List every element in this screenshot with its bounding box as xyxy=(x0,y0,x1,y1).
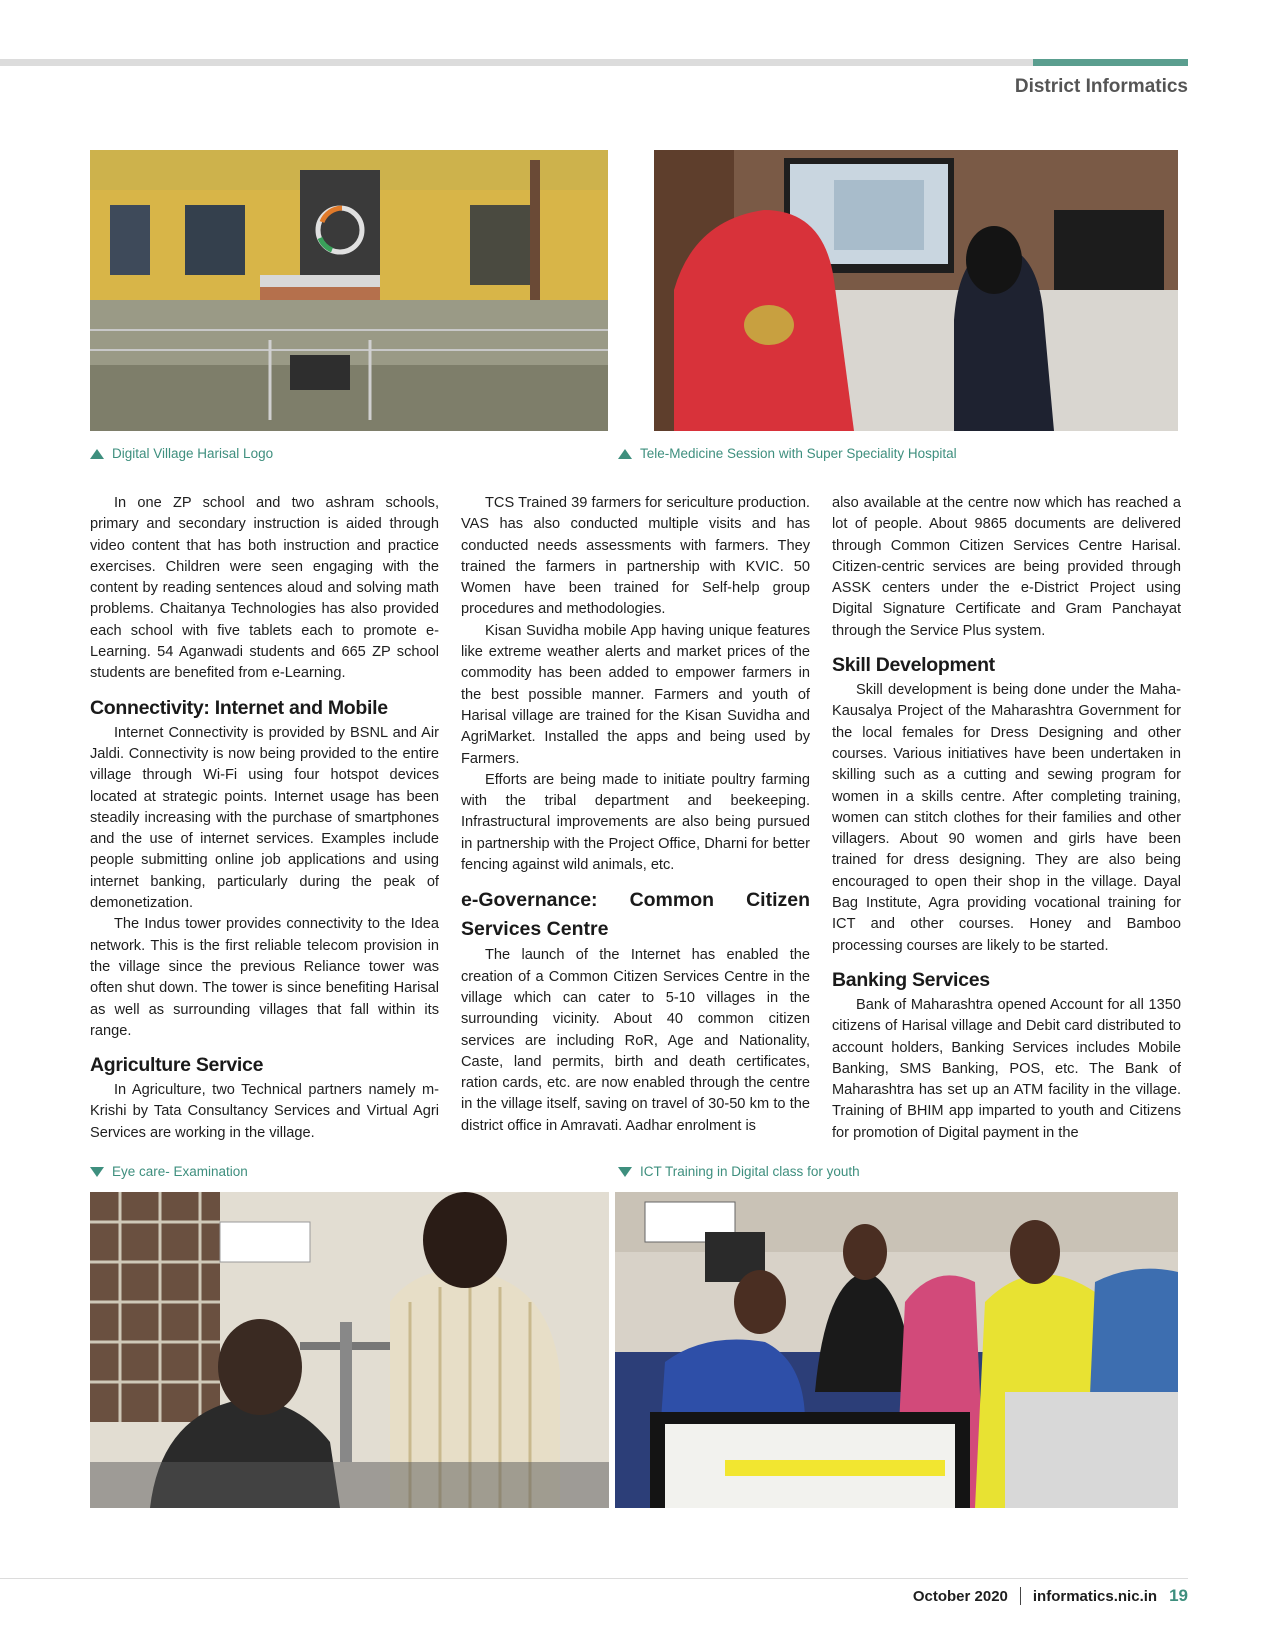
paragraph: The launch of the Internet has enabled the creation of a Common Citizen Services Centre in the village which can cater to 5-10 villages in the surrounding vicinity. About 40 common citizen services are including RoR, Age and Nationality, Caste, land permits, birth and death certificates, ration cards, etc. are now enabled through the centre in the village itself, saving on travel of 30-50 km to the district office in Amravati. Aadhar enrolment is xyxy=(461,947,810,1134)
caption-text: ICT Training in Digital class for youth xyxy=(640,1164,860,1179)
heading-banking-services: Banking Services xyxy=(832,968,990,991)
triangle-down-icon xyxy=(618,1167,632,1177)
section-title: District Informatics xyxy=(1014,76,1188,97)
caption-text: Digital Village Harisal Logo xyxy=(112,446,274,461)
article-column-2 xyxy=(461,493,810,1143)
paragraph: Efforts are being made to initiate poultry farming with the tribal department and beekeeping. Infrastructural improvements are also being pursued in partnership with the Project Office, Dharni for better fencing against wild animals, etc. xyxy=(461,771,810,874)
footer-date: October 2020 xyxy=(912,1587,1008,1605)
caption-tele-medicine xyxy=(618,446,957,461)
footer-separator xyxy=(1020,1587,1021,1605)
triangle-up-icon xyxy=(618,449,632,459)
paragraph: In Agriculture, two Technical partners namely m-Krishi by Tata Consultancy Services and Virtual Agri Services are working in the village. xyxy=(90,1082,439,1141)
page-number: 19 xyxy=(1169,1586,1188,1605)
heading-e-governance: e-Governance: Common Citizen Services Centre xyxy=(461,889,810,941)
caption-text: Tele-Medicine Session with Super Speciality Hospital xyxy=(640,446,957,461)
triangle-up-icon xyxy=(90,449,104,459)
photo-ict-training xyxy=(615,1192,1178,1508)
caption-ict-training xyxy=(618,1164,860,1179)
caption-eye-care xyxy=(90,1164,248,1179)
footer-rule xyxy=(0,1578,1188,1579)
photo-tele-medicine xyxy=(654,150,1178,431)
header-accent-bar xyxy=(1033,59,1188,66)
footer-site: informatics.nic.in xyxy=(1032,1587,1158,1605)
paragraph: TCS Trained 39 farmers for sericulture production. VAS has also conducted multiple visits and has conducted needs assessments with farmers. They trained the farmers in partnership with KVIC. 50 Women have been trained for Self-help group procedures and methodologies. xyxy=(461,495,810,618)
photo-eye-care xyxy=(90,1192,609,1508)
paragraph: Bank of Maharashtra opened Account for all 1350 citizens of Harisal village and Debit card distributed to account holders, Banking Services includes Mobile Banking, SMS Banking, POS, etc. The Bank of Maharashtra has set up an ATM facility in the village. Training of BHIM app imparted to youth and Citizens for promotion of Digital payment in the xyxy=(832,996,1181,1141)
caption-digital-village-logo xyxy=(90,446,273,461)
photo-digital-village-logo xyxy=(90,150,608,431)
paragraph: Internet Connectivity is provided by BSNL and Air Jaldi. Connectivity is now being provided to the entire village through Wi-Fi using four hotspot devices located at strategic points. Internet usage has been steadily increasing with the purchase of smartphones and the use of internet services. Examples include people submitting online job applications and using internet banking, particularly during the peak of demonetization. xyxy=(90,724,439,912)
article-column-3 xyxy=(832,493,1181,1143)
heading-agriculture: Agriculture Service xyxy=(90,1054,264,1077)
caption-text: Eye care- Examination xyxy=(112,1164,248,1179)
page-footer xyxy=(913,1586,1188,1606)
paragraph: Skill development is being done under the Maha-Kausalya Project of the Maharashtra Government for the local females for Dress Designing and other courses. Various initiatives have been undertaken in skilling such as a cutting and sewing program for women in a skills centre. After completing training, women can stitch clothes for their families and other villagers. About 90 women and girls have been trained for dress designing. They are also being encouraged to open their shop in the village. Dayal Bag Institute, Agra providing vocational training for ICT and other courses. Honey and Bamboo processing courses are likely to be started. xyxy=(832,682,1181,954)
article-column-1 xyxy=(90,493,439,1143)
heading-skill-development: Skill Development xyxy=(832,654,995,677)
header-rule xyxy=(0,59,1188,66)
paragraph: The Indus tower provides connectivity to the Idea network. This is the first reliable telecom provision in the village since the previous Reliance tower was often shut down. The tower is since benefiting Harisal as well as surrounding villages that fall within its range. xyxy=(90,916,439,1039)
paragraph: Kisan Suvidha mobile App having unique features like extreme weather alerts and market prices of the commodity has been added to empower farmers in the best possible manner. Farmers and youth of Harisal village are trained for the Kisan Suvidha and AgriMarket. Installed the apps and being used by Farmers. xyxy=(461,622,810,767)
paragraph: also available at the centre now which has reached a lot of people. About 9865 documents are delivered through Common Citizen Services Centre Harisal. Citizen-centric services are being provided through ASSK centers under the e-District Project using Digital Signature Certificate and Gram Panchayat through the Service Plus system. xyxy=(832,495,1181,639)
heading-connectivity: Connectivity: Internet and Mobile xyxy=(90,696,388,719)
triangle-down-icon xyxy=(90,1167,104,1177)
paragraph: In one ZP school and two ashram schools, primary and secondary instruction is aided through video content that has both instruction and practice exercises. Children were seen engaging with the content by reading sentences aloud and solving math problems. Chaitanya Technologies has also provided each school with five tablets each to promote e-Learning. 54 Aganwadi students and 665 ZP school students are benefited from e-Learning. xyxy=(90,495,439,682)
